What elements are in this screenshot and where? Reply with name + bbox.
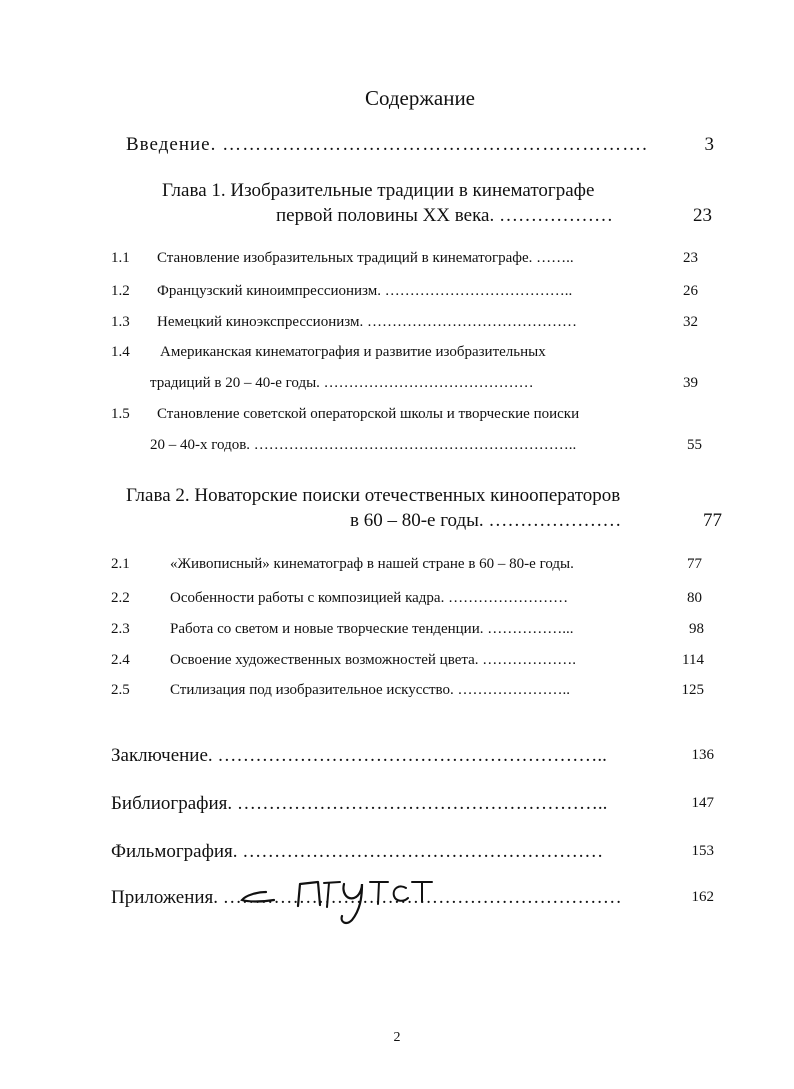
section-page: 80: [687, 590, 702, 606]
section-number: 2.3: [111, 621, 130, 637]
section-title: Становление изобразительных традиций в кинематографе. ……..: [157, 250, 574, 266]
toc-conclusion-label: Заключение. ……………………………………………………..: [111, 745, 607, 766]
handwritten-annotation: [236, 862, 466, 932]
chapter1-title-line1: Глава 1. Изобразительные традиции в кинематографе: [162, 180, 595, 201]
section-number: 1.1: [111, 250, 130, 266]
section-title: «Живописный» кинематограф в нашей стране в 60 – 80-е годы.: [170, 556, 574, 572]
section-page: 77: [687, 556, 702, 572]
chapter1-title-line2: первой половины XX века. ………………: [276, 205, 613, 226]
toc-heading: Содержание: [364, 86, 476, 110]
section-number: 2.2: [111, 590, 130, 606]
section-page: 23: [683, 250, 698, 266]
section-title-line2: 20 – 40-х годов. ………………………………………………………..: [150, 437, 577, 453]
chapter2-page: 77: [703, 510, 722, 531]
section-page: 55: [687, 437, 702, 453]
section-page: 32: [683, 314, 698, 330]
toc-conclusion-page: 136: [691, 747, 714, 763]
section-title: Немецкий киноэкспрессионизм. ……………………………………: [157, 314, 577, 330]
toc-bibliography-label: Библиография. …………………………………………………..: [111, 793, 608, 814]
section-number: 1.5: [111, 406, 130, 422]
chapter2-title-line2: в 60 – 80-е годы. …………………: [350, 510, 622, 531]
page-number: 2: [393, 1030, 401, 1045]
section-title-line1: Американская кинематография и развитие изобразительных: [160, 344, 546, 360]
section-page: 39: [683, 375, 698, 391]
section-page: 125: [681, 682, 704, 698]
toc-intro-page: 3: [704, 134, 714, 155]
section-page: 114: [682, 652, 704, 668]
section-number: 2.1: [111, 556, 130, 572]
section-number: 1.4: [111, 344, 130, 360]
chapter1-page: 23: [693, 205, 712, 226]
section-title: Французский киноимпрессионизм. ………………………………..: [157, 283, 573, 299]
section-number: 1.3: [111, 314, 130, 330]
section-title-line1: Становление советской операторской школы и творческие поиски: [157, 406, 580, 422]
section-page: 26: [683, 283, 698, 299]
section-number: 2.5: [111, 682, 130, 698]
toc-appendix-page: 162: [691, 889, 714, 905]
section-title-line2: традиций в 20 – 40-е годы. ……………………………………: [150, 375, 534, 391]
section-title: Стилизация под изобразительное искусство. …………………..: [170, 682, 571, 698]
section-number: 1.2: [111, 283, 130, 299]
toc-bibliography-page: 147: [691, 795, 714, 811]
chapter2-title-line1: Глава 2. Новаторские поиски отечественных кинооператоров: [126, 485, 621, 506]
toc-appendix-label: Приложения. ………………………………………………………: [111, 887, 622, 908]
section-title: Освоение художественных возможностей цвета. ……………….: [170, 652, 577, 668]
section-title: Особенности работы с композицией кадра. ……………………: [170, 590, 569, 606]
section-number: 2.4: [111, 652, 130, 668]
toc-filmography-label: Фильмография. …………………………………………………: [111, 841, 604, 862]
toc-intro-label: Введение. ……………………………………………………….: [126, 134, 648, 155]
toc-filmography-page: 153: [691, 843, 714, 859]
section-title: Работа со светом и новые творческие тенденции. ……………...: [170, 621, 574, 637]
section-page: 98: [689, 621, 704, 637]
